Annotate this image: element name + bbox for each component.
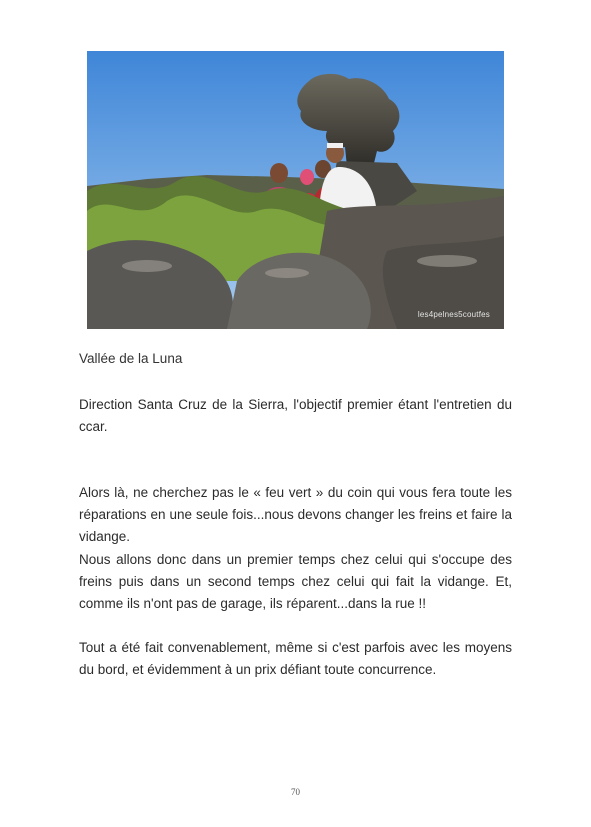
landscape-photo (87, 51, 504, 329)
paragraph-3: Nous allons donc dans un premier temps chez celui qui s'occupe des freins puis dans un second temps chez celui qui fait la vidange. Et, comme ils n'ont pas de garage, ils réparent...dans la rue !! (79, 552, 512, 611)
photo-watermark: les4pelnes5coutfes (417, 310, 490, 319)
photo-caption: Vallée de la Luna (79, 351, 183, 366)
paragraph-1: Direction Santa Cruz de la Sierra, l'objectif premier étant l'entretien du ccar. (79, 397, 512, 434)
paragraph-2: Alors là, ne cherchez pas le « feu vert » du coin qui vous fera toute les réparations en une seule fois...nous devons changer les freins et faire la vidange. (79, 485, 512, 544)
paragraph-4: Tout a été fait convenablement, même si c'est parfois avec les moyens du bord, et évidemment à un prix défiant toute concurrence. (79, 640, 512, 677)
photo-scene (87, 51, 504, 329)
page-number: 70 (291, 787, 300, 797)
